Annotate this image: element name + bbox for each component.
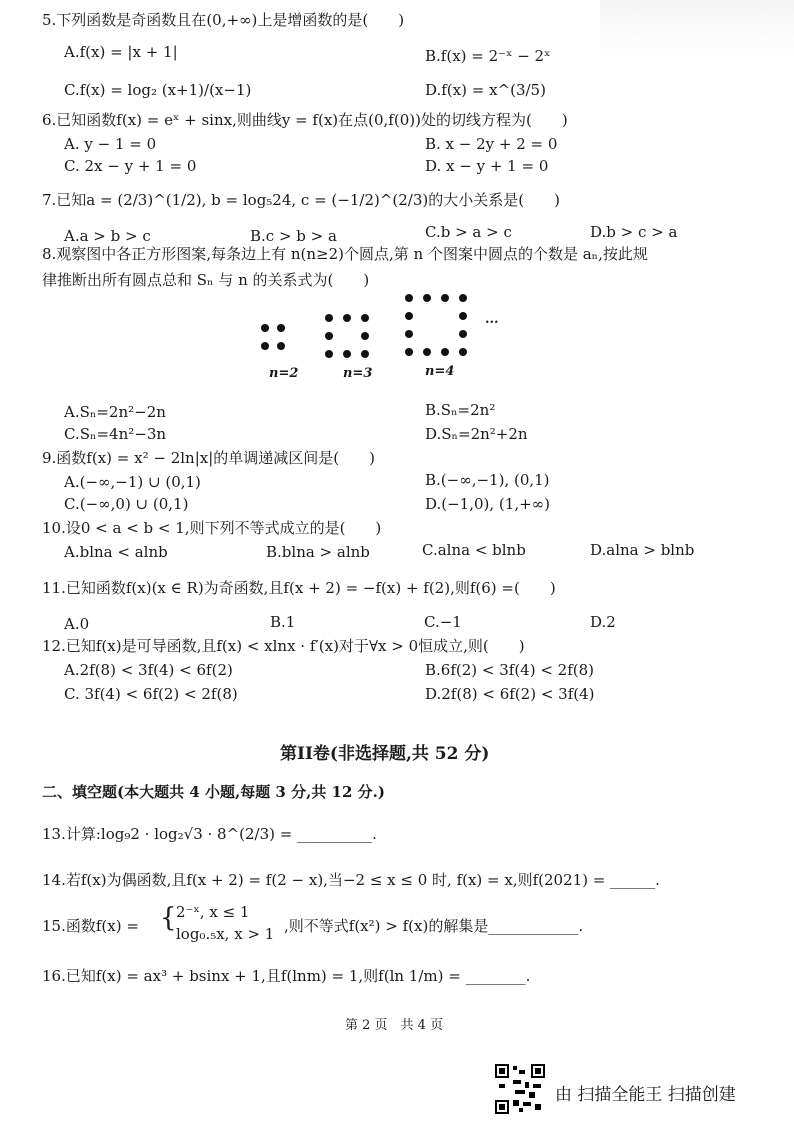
part2-heading: 第II卷(非选择题,共 52 分) [280, 744, 490, 764]
q12-option-a: A.2f(8) < 3f(4) < 6f(2) [64, 661, 233, 679]
dot [325, 314, 333, 322]
q12-option-c: C. 3f(4) < 6f(2) < 2f(8) [64, 685, 238, 703]
dot [277, 324, 285, 332]
q15-case1: 2⁻ˣ, x ≤ 1 [176, 903, 250, 921]
q6-option-c: C. 2x − y + 1 = 0 [64, 157, 197, 175]
section2-heading: 二、填空题(本大题共 4 小题,每题 3 分,共 12 分.) [42, 783, 385, 801]
q15-suffix: ,则不等式f(x²) > f(x)的解集是____________. [284, 917, 584, 935]
q8-stem-line2: 律推断出所有圆点总和 Sₙ 与 n 的关系式为( ) [42, 271, 370, 289]
q5-stem: 5.下列函数是奇函数且在(0,+∞)上是增函数的是( ) [42, 11, 405, 29]
dot [459, 348, 467, 356]
dot [277, 342, 285, 350]
dot [343, 350, 351, 358]
q9-option-a: A.(−∞,−1) ∪ (0,1) [64, 473, 201, 491]
q8-option-d: D.Sₙ=2n²+2n [425, 425, 528, 443]
q8-option-a: A.Sₙ=2n²−2n [64, 403, 166, 421]
dot [325, 350, 333, 358]
label-n3: n=3 [343, 366, 373, 381]
q6-option-b: B. x − 2y + 2 = 0 [425, 135, 558, 153]
q8-option-b: B.Sₙ=2n² [425, 401, 496, 419]
q6-option-d: D. x − y + 1 = 0 [425, 157, 549, 175]
scanner-watermark: 由 扫描全能王 扫描创建 [555, 1085, 736, 1105]
dot [459, 312, 467, 320]
label-n4: n=4 [425, 364, 455, 379]
q11-option-c: C.−1 [424, 613, 462, 631]
q6-option-a: A. y − 1 = 0 [64, 135, 157, 153]
q8-option-c: C.Sₙ=4n²−3n [64, 425, 167, 443]
dot [423, 294, 431, 302]
q12-option-d: D.2f(8) < 6f(2) < 3f(4) [425, 685, 595, 703]
q12-stem: 12.已知f(x)是可导函数,且f(x) < xlnx · f′(x)对于∀x > 0恒成立,则( ) [42, 637, 525, 655]
q10-option-d: D.alna > blnb [590, 541, 695, 559]
q14: 14.若f(x)为偶函数,且f(x + 2) = f(2 − x),当−2 ≤ x ≤ 0 时, f(x) = x,则f(2021) = ______. [42, 871, 660, 889]
q9-option-b: B.(−∞,−1), (0,1) [425, 471, 550, 489]
qr-code-icon [495, 1064, 545, 1114]
q10-option-a: A.blna < alnb [64, 543, 168, 561]
dot [405, 330, 413, 338]
dot [459, 294, 467, 302]
dot-pattern-figure [255, 292, 515, 382]
dot [361, 350, 369, 358]
q7-option-a: A.a > b > c [64, 227, 151, 245]
dot [343, 314, 351, 322]
q5-option-d: D.f(x) = x^(3/5) [425, 81, 546, 99]
dot [261, 342, 269, 350]
q5-option-a: A.f(x) = |x + 1| [64, 43, 178, 61]
q5-option-b: B.f(x) = 2⁻ˣ − 2ˣ [425, 47, 551, 65]
q11-option-a: A.0 [64, 615, 90, 633]
q15-case2: log₀.₅x, x > 1 [176, 925, 275, 943]
dot [405, 348, 413, 356]
dot [405, 312, 413, 320]
q15-prefix: 15.函数f(x) = [42, 917, 139, 935]
q16: 16.已知f(x) = ax³ + bsinx + 1,且f(lnm) = 1,则f(ln 1/m) = ________. [42, 967, 531, 985]
q11-option-d: D.2 [590, 613, 616, 631]
q6-stem: 6.已知函数f(x) = eˣ + sinx,则曲线y = f(x)在点(0,f(0))处的切线方程为( ) [42, 111, 568, 129]
scan-stain [600, 0, 794, 60]
dot [261, 324, 269, 332]
dot [441, 294, 449, 302]
dot [325, 332, 333, 340]
dot [405, 294, 413, 302]
q7-option-c: C.b > a > c [425, 223, 512, 241]
dot [441, 348, 449, 356]
brace-icon: { [160, 903, 177, 933]
q9-stem: 9.函数f(x) = x² − 2ln|x|的单调递减区间是( ) [42, 449, 375, 467]
dot [361, 332, 369, 340]
q10-option-c: C.alna < blnb [422, 541, 526, 559]
q7-option-d: D.b > c > a [590, 223, 678, 241]
dot [459, 330, 467, 338]
q5-option-c: C.f(x) = log₂ (x+1)/(x−1) [64, 81, 252, 99]
q11-option-b: B.1 [270, 613, 296, 631]
page-footer: 第 2 页 共 4 页 [345, 1018, 444, 1033]
ellipsis: ... [485, 312, 499, 327]
q9-option-c: C.(−∞,0) ∪ (0,1) [64, 495, 189, 513]
q11-stem: 11.已知函数f(x)(x ∈ R)为奇函数,且f(x + 2) = −f(x) + f(2),则f(6) =( ) [42, 579, 556, 597]
q8-stem-line1: 8.观察图中各正方形图案,每条边上有 n(n≥2)个圆点,第 n 个图案中圆点的个数是 aₙ,按此规 [42, 245, 648, 263]
label-n2: n=2 [269, 366, 299, 381]
dot [361, 314, 369, 322]
q7-stem: 7.已知a = (2/3)^(1/2), b = log₅24, c = (−1/2)^(2/3)的大小关系是( ) [42, 191, 560, 209]
q12-option-b: B.6f(2) < 3f(4) < 2f(8) [425, 661, 595, 679]
q10-option-b: B.blna > alnb [266, 543, 370, 561]
q7-option-b: B.c > b > a [250, 227, 337, 245]
dot [423, 348, 431, 356]
q9-option-d: D.(−1,0), (1,+∞) [425, 495, 551, 513]
q10-stem: 10.设0 < a < b < 1,则下列不等式成立的是( ) [42, 519, 382, 537]
q13: 13.计算:log₉2 · log₂√3 · 8^(2/3) = __________. [42, 825, 377, 843]
